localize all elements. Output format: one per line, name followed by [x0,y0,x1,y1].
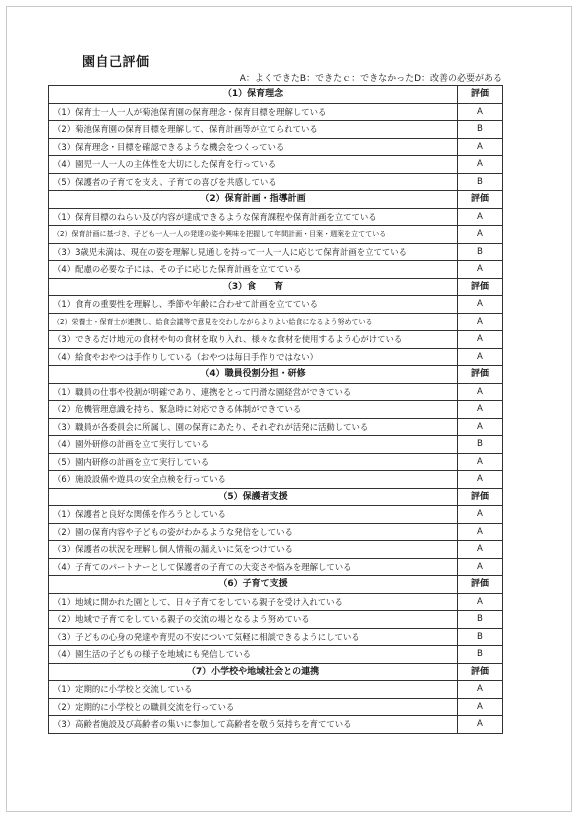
rating-value: B [458,646,503,664]
table-row [49,348,503,366]
table-row [49,716,503,734]
table-row [49,121,503,139]
criterion-text: （1）保育士一人一人が菊池保育園の保育理念・保育目標を理解している [49,103,458,121]
criterion-text: （2）定期的に小学校との職員交流を行っている [49,698,458,716]
rating-value: A [458,383,503,401]
section-header-row [49,278,503,296]
table-row [49,436,503,454]
section-header-row [49,191,503,209]
rating-value: B [458,611,503,629]
evaluation-table [48,85,503,734]
table-row [49,243,503,261]
section-header-row [49,366,503,384]
criterion-text: （2）栄養士・保育士が連携し、給食会議等で意見を交わしながらよりよい給食になるよう努めている [49,313,458,331]
rating-value: A [458,313,503,331]
criterion-text: （1）保育目標のねらい及び内容が達成できるような保育課程や保育計画を立てている [49,208,458,226]
rating-value: A [458,698,503,716]
criterion-text: （3）3歳児未満は、現在の姿を理解し見通しを持って一人一人に応じて保育計画を立てている [49,243,458,261]
criterion-text: （3）保育理念・目標を確認できるような機会をつくっている [49,138,458,156]
table-row [49,541,503,559]
criterion-text: （3）保護者の状況を理解し個人情報の漏えいに気をつけている [49,541,458,559]
criterion-text: （5）保護者の子育てを支え、子育ての喜びを共感している [49,173,458,191]
table-row [49,506,503,524]
section-heading: （3）食 育 [49,278,458,296]
rating-column-header: 評価 [458,191,503,209]
table-row [49,471,503,489]
criterion-text: （3）できるだけ地元の食材や旬の食材を取り入れ、様々な食材を使用するよう心がけている [49,331,458,349]
rating-value: A [458,453,503,471]
criterion-text: （1）定期的に小学校と交流している [49,681,458,699]
criterion-text: （3）子どもの心身の発達や育児の不安について気軽に相談できるようにしている [49,628,458,646]
criterion-text: （1）職員の仕事や役割が明確であり、連携をとって円滑な園経営ができている [49,383,458,401]
rating-value: A [458,103,503,121]
section-header-row [49,488,503,506]
section-heading: （6）子育て支援 [49,576,458,594]
rating-value: A [458,138,503,156]
table-row [49,401,503,419]
criterion-text: （2）園の保育内容や子どもの姿がわかるような発信をしている [49,523,458,541]
table-row [49,593,503,611]
rating-value: B [458,628,503,646]
criterion-text: （2）保育計画に基づき、子ども一人一人の発達の姿や興味を把握して年間計画・目案・週案を立てている [49,226,458,244]
rating-column-header: 評価 [458,576,503,594]
rating-value: A [458,681,503,699]
table-row [49,628,503,646]
criterion-text: （1）保護者と良好な関係を作ろうとしている [49,506,458,524]
criterion-text: （4）園生活の子どもの様子を地域にも発信している [49,646,458,664]
section-heading: （1）保育理念 [49,86,458,104]
criterion-text: （2）菊池保育園の保育目標を理解して、保育計画等が立てられている [49,121,458,139]
rating-value: A [458,541,503,559]
rating-value: B [458,121,503,139]
section-heading: （4）職員役割分担・研修 [49,366,458,384]
rating-value: A [458,261,503,279]
table-row [49,156,503,174]
section-heading: （7）小学校や地域社会との連携 [49,663,458,681]
table-row [49,558,503,576]
table-row [49,208,503,226]
table-row [49,261,503,279]
rating-column-header: 評価 [458,366,503,384]
table-row [49,331,503,349]
rating-value: A [458,471,503,489]
section-header-row [49,576,503,594]
table-row [49,313,503,331]
table-row [49,418,503,436]
rating-value: A [458,208,503,226]
criterion-text: （5）園内研修の計画を立て実行している [49,453,458,471]
criterion-text: （4）園児一人一人の主体性を大切にした保育を行っている [49,156,458,174]
criterion-text: （4）給食やおやつは手作りしている（おやつは毎日手作りではない） [49,348,458,366]
rating-column-header: 評価 [458,488,503,506]
rating-value: A [458,401,503,419]
section-heading: （5）保護者支援 [49,488,458,506]
table-row [49,698,503,716]
table-row [49,681,503,699]
table-row [49,138,503,156]
criterion-text: （4）配慮の必要な子には、その子に応じた保育計画を立てている [49,261,458,279]
table-row [49,173,503,191]
rating-value: A [458,418,503,436]
rating-column-header: 評価 [458,86,503,104]
table-row [49,103,503,121]
table-row [49,383,503,401]
table-row [49,296,503,314]
criterion-text: （2）危機管理意識を持ち、緊急時に対応できる体制ができている [49,401,458,419]
table-row [49,226,503,244]
section-header-row [49,663,503,681]
criterion-text: （3）職員が各委員会に所属し、園の保育にあたり、それぞれが活発に活動している [49,418,458,436]
rating-value: A [458,156,503,174]
criterion-text: （4）園外研修の計画を立て実行している [49,436,458,454]
section-header-row [49,86,503,104]
criterion-text: （6）施設設備や遊具の安全点検を行っている [49,471,458,489]
table-row [49,453,503,471]
rating-value: A [458,716,503,734]
table-row [49,646,503,664]
rating-value: A [458,523,503,541]
rating-value: B [458,243,503,261]
table-row [49,523,503,541]
rating-value: A [458,226,503,244]
rating-column-header: 評価 [458,663,503,681]
rating-value: B [458,436,503,454]
rating-value: A [458,331,503,349]
rating-value: A [458,558,503,576]
criterion-text: （4）子育てのパートナーとして保護者の子育ての大変さや悩みを理解している [49,558,458,576]
table-row [49,611,503,629]
rating-column-header: 評価 [458,278,503,296]
rating-value: B [458,173,503,191]
criterion-text: （1）地域に開かれた園として、日々子育てをしている親子を受け入れている [49,593,458,611]
criterion-text: （2）地域で子育てをしている親子の交流の場となるよう努めている [49,611,458,629]
criterion-text: （3）高齢者施設及び高齢者の集いに参加して高齢者を敬う気持ちを育てている [49,716,458,734]
document-title: 園自己評価 [82,55,150,70]
rating-value: A [458,348,503,366]
rating-value: A [458,506,503,524]
rating-legend: A：よくできたB：できたｃ：できなかったD：改善の必要がある [239,74,502,84]
criterion-text: （1）食育の重要性を理解し、季節や年齢に合わせて計画を立てている [49,296,458,314]
rating-value: A [458,593,503,611]
rating-value: A [458,296,503,314]
section-heading: （2）保育計画・指導計画 [49,191,458,209]
